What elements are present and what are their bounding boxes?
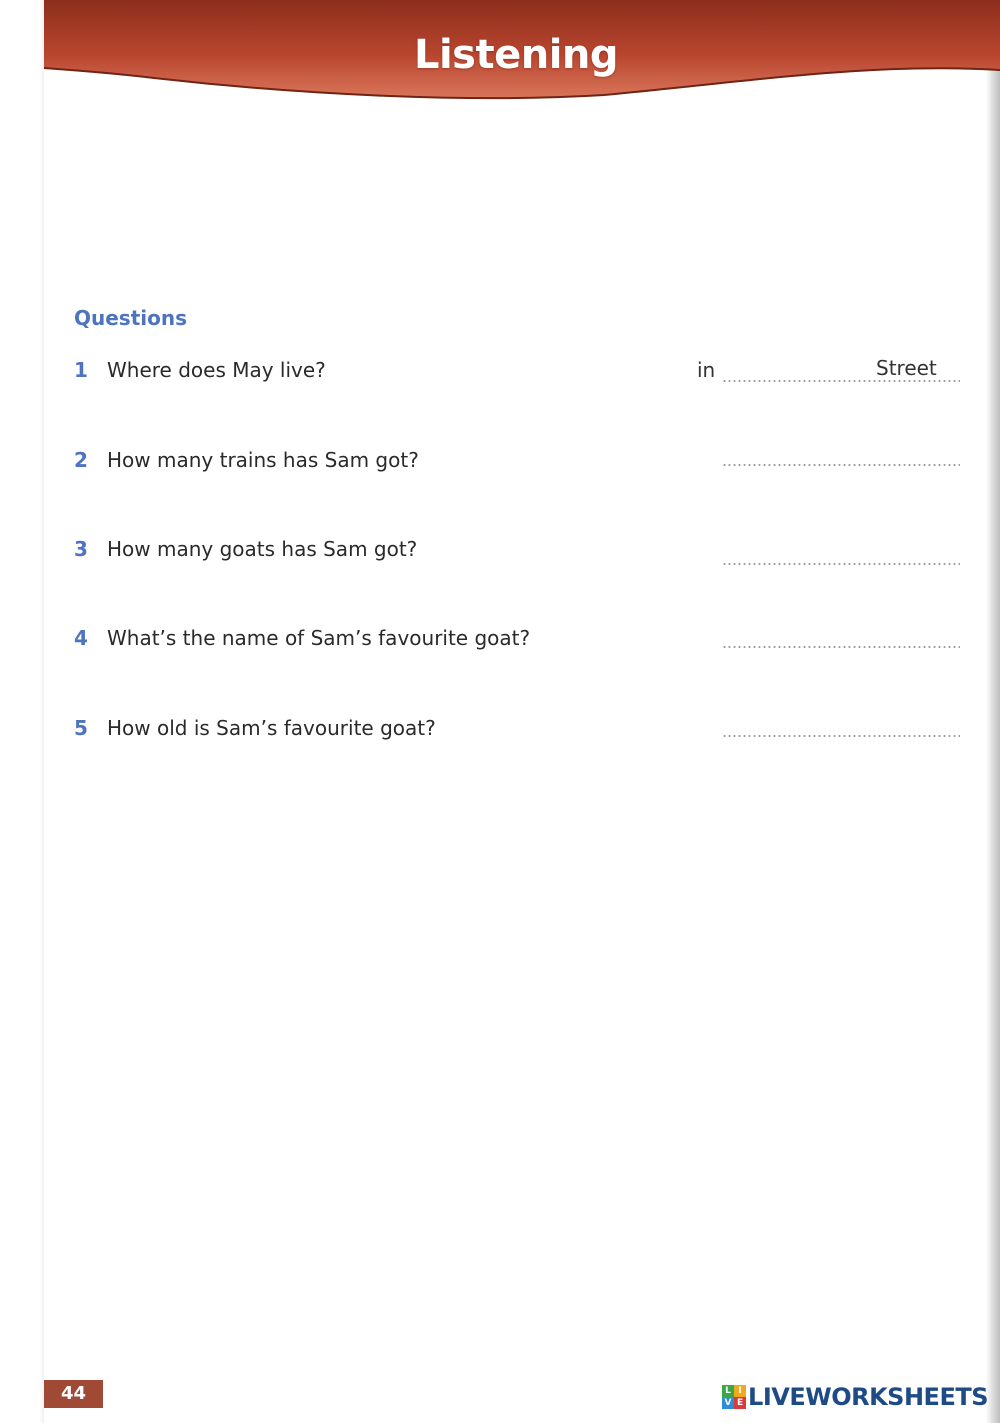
question-number: 5 (74, 716, 88, 740)
answer-input[interactable] (722, 563, 960, 565)
answer-input[interactable] (722, 380, 960, 382)
answer-input[interactable] (722, 735, 960, 737)
question-text: Where does May live? (107, 358, 326, 382)
question-text: What’s the name of Sam’s favourite goat? (107, 626, 531, 650)
question-number: 2 (74, 448, 88, 472)
question-text: How many goats has Sam got? (107, 537, 418, 561)
question-text: How many trains has Sam got? (107, 448, 419, 472)
logo-letter: L (722, 1385, 734, 1397)
liveworksheets-logo-icon (722, 1385, 746, 1409)
logo-letter: I (734, 1385, 746, 1397)
brand-name: LIVEWORKSHEETS (748, 1383, 988, 1411)
page-number: 44 (44, 1380, 103, 1408)
answer-input[interactable] (722, 464, 960, 466)
answer-suffix: Street (876, 356, 937, 380)
question-3 (74, 537, 964, 577)
question-4 (74, 626, 964, 666)
question-text: How old is Sam’s favourite goat? (107, 716, 436, 740)
question-1 (74, 358, 964, 398)
question-2 (74, 448, 964, 488)
question-number: 3 (74, 537, 88, 561)
page-edge-right (986, 0, 1000, 1423)
liveworksheets-brand[interactable] (722, 1380, 988, 1414)
question-5 (74, 716, 964, 756)
logo-letter: V (722, 1397, 734, 1409)
page-title: Listening (413, 32, 619, 78)
answer-prefix: in (697, 358, 716, 382)
logo-letter: E (734, 1397, 746, 1409)
questions-heading: Questions (74, 306, 188, 330)
question-number: 4 (74, 626, 88, 650)
answer-input[interactable] (722, 646, 960, 648)
question-number: 1 (74, 358, 88, 382)
page-edge-left (0, 0, 44, 1423)
